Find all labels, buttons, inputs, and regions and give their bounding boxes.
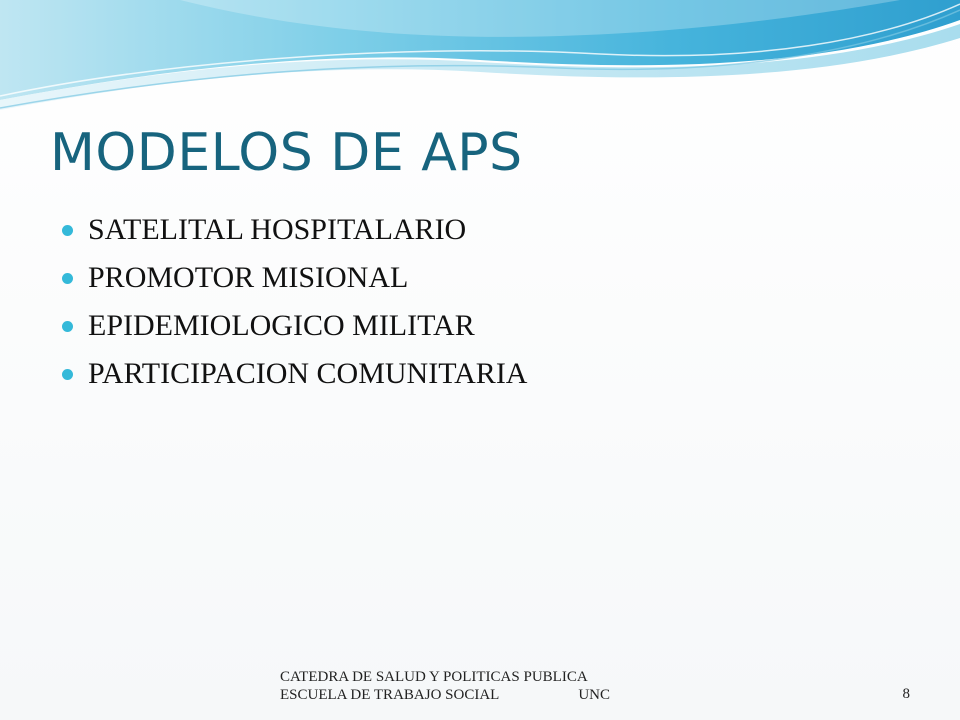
- footer-line-1: CATEDRA DE SALUD Y POLITICAS PUBLICA: [280, 669, 588, 685]
- bullet-dot-icon: [62, 273, 73, 284]
- bullet-item: [62, 302, 922, 350]
- bullet-item: [62, 254, 922, 302]
- footer-school: ESCUELA DE TRABAJO SOCIAL: [280, 687, 500, 703]
- bullet-item: [62, 350, 922, 398]
- bullet-item: [62, 206, 922, 254]
- bullet-text: EPIDEMIOLOGICO MILITAR: [88, 309, 475, 342]
- bullet-text: PARTICIPACION COMUNITARIA: [88, 357, 528, 390]
- bullet-dot-icon: [62, 225, 73, 236]
- bullet-dot-icon: [62, 369, 73, 380]
- footer-line-2: [280, 686, 610, 704]
- page-number: 8: [902, 686, 910, 702]
- bullet-text: SATELITAL HOSPITALARIO: [88, 213, 467, 246]
- slide-title: MODELOS DE APS: [50, 123, 523, 183]
- bullet-text: PROMOTOR MISIONAL: [88, 261, 409, 294]
- bullet-list: [62, 206, 922, 398]
- slide-footer: [280, 668, 610, 704]
- footer-university: UNC: [578, 687, 610, 703]
- bullet-dot-icon: [62, 321, 73, 332]
- top-wave-decoration: [0, 0, 960, 120]
